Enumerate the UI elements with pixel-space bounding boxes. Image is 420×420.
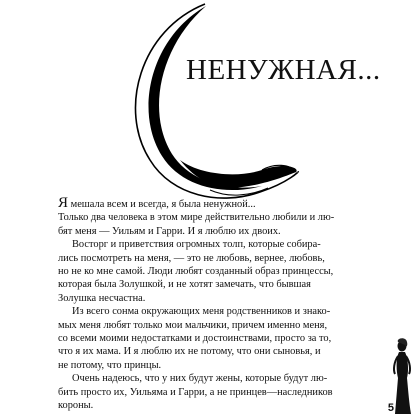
text-line: Золушка несчастна. — [58, 292, 146, 304]
text-line: Восторг и приветствия огромных толп, которые собира- — [72, 239, 321, 251]
text-line: Очень надеюсь, что у них будут жены, которые будут лю- — [72, 373, 328, 385]
text-line: но не ко мне самой. Люди любят созданный образ принцессы, — [58, 266, 334, 278]
text-line: бят меня — Уильям и Гарри. И я люблю их двоих. — [58, 225, 281, 237]
paragraph-1 — [58, 195, 380, 238]
paragraph-4 — [58, 372, 380, 412]
paragraph-3 — [58, 305, 380, 372]
text-line: лись посмотреть на меня, — это не любовь, вернее, любовь, — [58, 252, 325, 264]
text-line: Из всего сонма окружающих меня родственников и знако- — [72, 306, 331, 318]
text-line: мых меня любят только мои мальчики, причем именно меня, — [58, 319, 328, 331]
line-text: мешала всем и всегда, я была ненужной... — [68, 199, 256, 210]
paragraph-2 — [58, 238, 380, 305]
text-line: короны. — [58, 400, 94, 412]
text-line: которая была Золушкой, и не хотят замечать, что бывшая — [58, 279, 311, 291]
text-line: что я их мама. И я люблю их не потому, что они сыновья, и — [58, 346, 321, 358]
text-line: не потому, что принцы. — [58, 359, 162, 371]
body-text — [58, 195, 380, 413]
page-number: 5 — [387, 402, 394, 414]
drop-cap: Я — [58, 195, 69, 211]
text-line — [58, 195, 380, 211]
text-line: Только два человека в этом мире действительно любили и лю- — [58, 212, 335, 224]
text-line: со всеми моими недостатками и достоинствами, просто за то, — [58, 333, 332, 345]
text-line: бить просто их, Уильяма и Гарри, а не принцев—наследников — [58, 386, 333, 398]
chapter-title: НЕНУЖНАЯ... — [186, 54, 381, 86]
